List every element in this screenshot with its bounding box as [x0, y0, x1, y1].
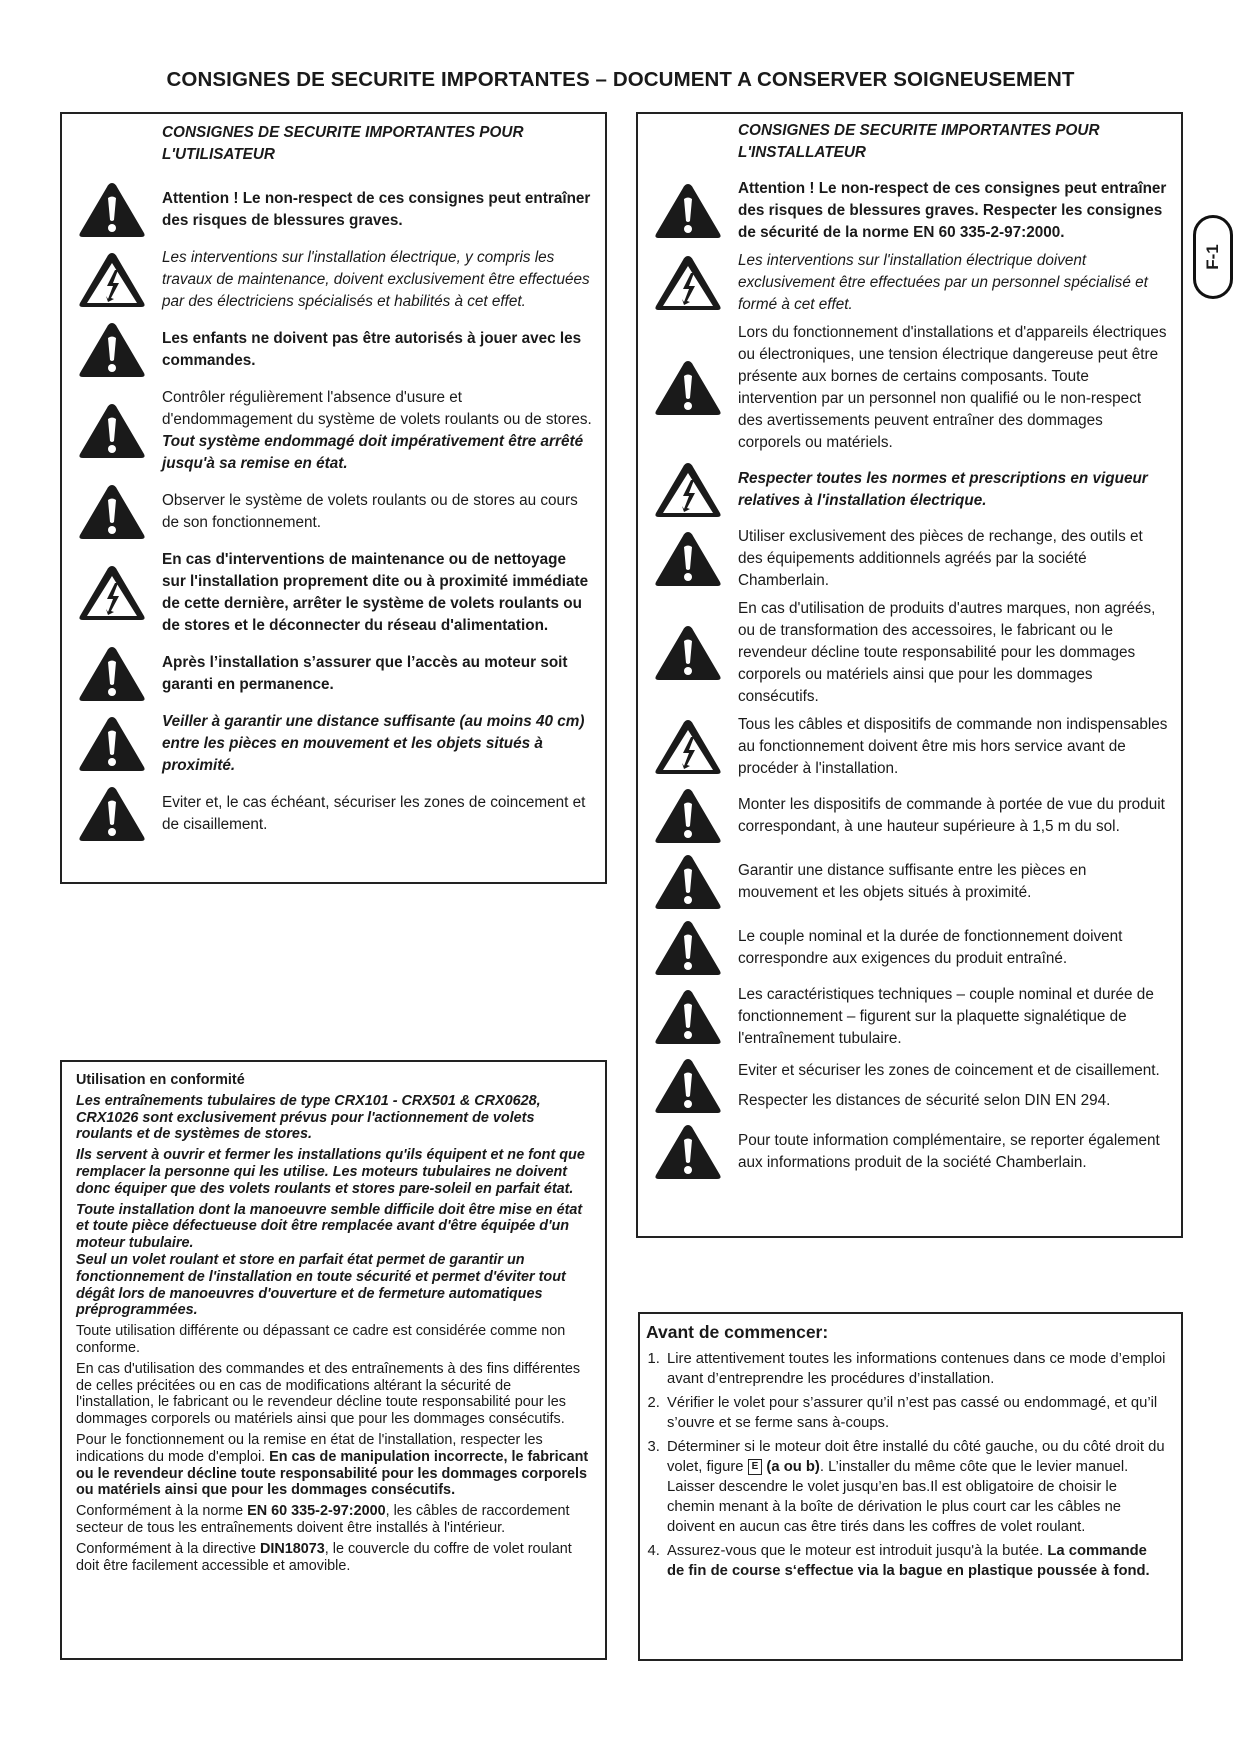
safety-item-emphasis: Tout système endommagé doit impérativement être arrêté jusqu'à sa remise en état.	[162, 433, 584, 472]
warning-icon	[77, 644, 147, 704]
safety-item: Le couple nominal et la durée de fonctionnement doivent correspondre aux exigences du produit entraîné.	[738, 928, 1123, 967]
safety-item: Observer le système de volets roulants ou de stores au cours de son fonctionnement.	[162, 492, 578, 531]
warning-icon	[653, 1056, 723, 1116]
warning-icon	[653, 358, 723, 418]
safety-item: En cas d'interventions de maintenance ou de nettoyage sur l'installation proprement dite ou à proximité immédiate de cette dernière, arrêter le système de volets roulants ou de stores et le déconnecter du réseau d'alimentation.	[162, 551, 589, 634]
intended-use-paragraph	[76, 1503, 593, 1537]
paragraph-text: , le couvercle du coffre de volet roulant doit être facilement accessible et amovible.	[76, 1540, 572, 1574]
intended-use-paragraph	[76, 1432, 593, 1499]
before-start-box	[638, 1312, 1183, 1661]
electric-hazard-icon	[653, 253, 723, 313]
electric-hazard-icon	[77, 250, 147, 310]
warning-icon	[653, 987, 723, 1047]
safety-item: Lors du fonctionnement d'installations et d'appareils électriques ou électroniques, une tension électrique dangereuse peut être présente aux bornes de certains composants. Toute intervention par un personnel non qualifié ou le non-respect des avertissements peuvent entraîner des dommages corporels ou matériels.	[738, 324, 1167, 451]
warning-icon	[653, 181, 723, 241]
safety-item-text: Respecter les distances de sécurité selon DIN EN 294.	[738, 1092, 1111, 1109]
paragraph-text: Pour le fonctionnement ou la remise en état de l'installation, respecter les indications du mode d'emploi.	[76, 1431, 543, 1465]
before-start-list	[646, 1349, 1167, 1581]
page-tab-label: F-1	[1203, 244, 1222, 270]
safety-item: Attention ! Le non-respect de ces consignes peut entraîner des risques de blessures graves. Respecter les consignes de sécurité de la norme EN 60 335-2-97:2000.	[738, 180, 1167, 241]
safety-item: Les interventions sur l'installation électrique doivent exclusivement être effectuées par un personnel spécialisé et formé à cet effet.	[738, 252, 1148, 313]
list-item	[664, 1541, 1167, 1581]
user-safety-box	[60, 112, 607, 884]
safety-item	[738, 1060, 1169, 1112]
safety-item: Eviter et, le cas échéant, sécuriser les zones de coincement et de cisaillement.	[162, 794, 586, 833]
list-item-emphasis: (a ou b)	[766, 1459, 820, 1475]
warning-icon	[77, 784, 147, 844]
safety-item: Les enfants ne doivent pas être autorisés à jouer avec les commandes.	[162, 330, 582, 369]
warning-icon	[653, 786, 723, 846]
intended-use-paragraph: Toute installation dont la manoeuvre semble difficile doit être mise en état et toute pièce défectueuse doit être remplacée avant d'être équipée d'un moteur tubulaire.	[76, 1201, 583, 1252]
safety-item: Attention ! Le non-respect de ces consignes peut entraîner des risques de blessures graves.	[162, 190, 591, 229]
before-start-heading: Avant de commencer:	[646, 1322, 829, 1342]
warning-icon	[77, 180, 147, 240]
user-safety-header: CONSIGNES DE SECURITE IMPORTANTES POUR L'UTILISATEUR	[162, 124, 524, 163]
warning-icon	[653, 623, 723, 683]
warning-icon	[653, 529, 723, 589]
safety-item: En cas d'utilisation de produits d'autres marques, non agréés, ou de transformation des accessoires, le fabricant ou le revendeur décline toute responsabilité pour les dommages corporels ou matériels ainsi que pour les dommages consécutifs.	[738, 600, 1156, 705]
warning-icon	[77, 320, 147, 380]
safety-item: Utiliser exclusivement des pièces de rechange, des outils et des équipements additionnels agréés par la société Chamberlain.	[738, 528, 1143, 589]
electric-hazard-icon	[77, 563, 147, 623]
electric-hazard-icon	[653, 717, 723, 777]
safety-item: Garantir une distance suffisante entre les pièces en mouvement et les objets situés à proximité.	[738, 862, 1087, 901]
safety-item-text: Contrôler régulièrement l'absence d'usure et d'endommagement du système de volets roulants ou de stores.	[162, 389, 592, 428]
intended-use-paragraph: Seul un volet roulant et store en parfait état permet de garantir un fonctionnement de l'installation en toute sécurité et permet d'éviter tout dégât lors de manoeuvres d'ouverture et de fermeture automatiques préprogrammées.	[76, 1251, 566, 1319]
intended-use-paragraph: En cas d'utilisation des commandes et des entraînements à des fins différentes de celles précitées ou en cas de modifications altérant la sécurité de l'installation, le fabricant ou le revendeur décline toute responsabilité pour les dommages corporels ou matériels ainsi que pour les dommages consécutifs.	[76, 1360, 581, 1428]
safety-item-text: Eviter et sécuriser les zones de coincement et de cisaillement.	[738, 1062, 1160, 1079]
page-title: CONSIGNES DE SECURITE IMPORTANTES – DOCUMENT A CONSERVER SOIGNEUSEMENT	[166, 68, 1075, 91]
intended-use-box	[60, 1060, 607, 1660]
list-item-emphasis: La commande de fin de course s‘effectue via la bague en plastique poussée à fond.	[667, 1543, 1150, 1579]
installer-safety-box	[636, 112, 1183, 1238]
paragraph-text: Conformément à la norme	[76, 1503, 244, 1520]
figure-reference: E	[748, 1459, 763, 1475]
warning-icon	[77, 401, 147, 461]
installer-safety-header: CONSIGNES DE SECURITE IMPORTANTES POUR L'INSTALLATEUR	[738, 122, 1100, 161]
norm-reference: DIN18073	[259, 1540, 325, 1557]
safety-item: Respecter toutes les normes et prescriptions en vigueur relatives à l'installation électrique.	[738, 470, 1148, 509]
electric-hazard-icon	[653, 460, 723, 520]
intended-use-paragraph: Toute utilisation différente ou dépassant ce cadre est considérée comme non conforme.	[76, 1323, 566, 1356]
safety-item: Pour toute information complémentaire, se reporter également aux informations produit de la société Chamberlain.	[738, 1132, 1160, 1171]
safety-item: Tous les câbles et dispositifs de commande non indispensables au fonctionnement doivent être mis hors service avant de procéder à l'installation.	[738, 716, 1168, 777]
safety-item: Veiller à garantir une distance suffisante (au moins 40 cm) entre les pièces en mouvement et les objets situés à proximité.	[162, 713, 585, 774]
list-item-text: Déterminer si le moteur doit être installé du côté gauche, ou du côté droit du volet, figure	[667, 1439, 1165, 1475]
warning-icon	[77, 482, 147, 542]
paragraph-text: Conformément à la directive	[76, 1540, 256, 1557]
intended-use-paragraph: Ils servent à ouvrir et fermer les installations qu'ils équipent et ne font que remplacer la personne qui les utilise. Les moteurs tubulaires ne doivent donc équiper que des volets roulants et stores pare-soleil en parfait état.	[76, 1147, 585, 1197]
list-item: 2. Vérifier le volet pour s’assurer qu’il n’est pas cassé ou endommagé, et qu’il s’ouvre et se ferme sans à-coups.	[664, 1393, 1167, 1433]
safety-item: Les interventions sur l'installation électrique, y compris les travaux de maintenance, doivent exclusivement être effectuées par des électriciens spécialisés et habilités à cet effet.	[162, 249, 590, 310]
warning-icon	[77, 714, 147, 774]
warning-icon	[653, 1122, 723, 1182]
warning-icon	[653, 852, 723, 912]
safety-item: Les caractéristiques techniques – couple nominal et durée de fonctionnement – figurent sur la plaquette signalétique de l'entraînement tubulaire.	[738, 986, 1154, 1047]
paragraph-emphasis: En cas de manipulation incorrecte, le fabricant ou le revendeur décline toute responsabilité pour les dommages corporels ou matériels ainsi que pour les dommages consécutifs.	[76, 1448, 589, 1499]
list-item-text: . L’installer du même côte que le levier manuel. Laisser descendre le volet jusqu’en bas.Il est obligatoire de choisir le chemin menant à la boîte de dérivation le plus court car les câbles ne doivent en aucun cas être tirés dans les coffres de volet roulant.	[667, 1459, 1129, 1535]
safety-item	[162, 387, 593, 475]
safety-item: Après l’installation s’assurer que l’accès au moteur soit garanti en permanence.	[162, 654, 568, 693]
intended-use-paragraph: Les entraînements tubulaires de type CRX101 - CRX501 & CRX0628, CRX1026 sont exclusivement prévus pour l'actionnement de volets roulants et de systèmes de stores.	[76, 1092, 541, 1143]
list-item-text: Assurez-vous que le moteur est introduit jusqu'à la butée.	[667, 1543, 1044, 1559]
intended-use-paragraph	[76, 1541, 593, 1575]
intended-use-heading: Utilisation en conformité	[76, 1072, 245, 1088]
norm-reference: EN 60 335-2-97:2000	[247, 1503, 386, 1520]
page-tab	[1193, 215, 1233, 299]
paragraph-text: , les câbles de raccordement secteur de tous les entraînements doivent être installés à l'intérieur.	[76, 1503, 570, 1536]
list-item	[664, 1437, 1167, 1537]
warning-icon	[653, 918, 723, 978]
safety-item: Monter les dispositifs de commande à portée de vue du produit correspondant, à une hauteur supérieure à 1,5 m du sol.	[738, 796, 1165, 835]
list-item: 1. Lire attentivement toutes les informations contenues dans ce mode d’emploi avant d’entreprendre les procédures d’installation.	[664, 1349, 1167, 1389]
